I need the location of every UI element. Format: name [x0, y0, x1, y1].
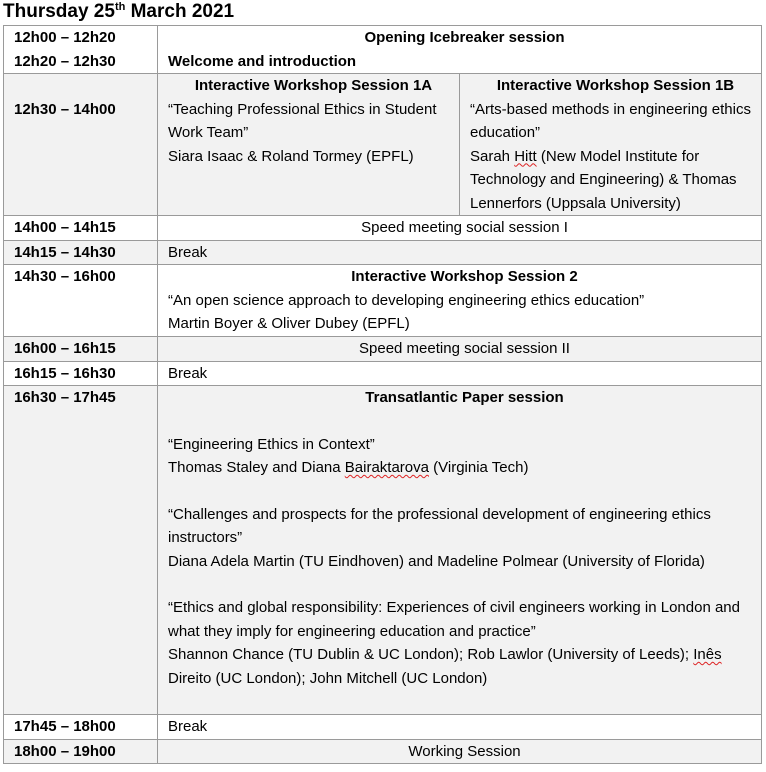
table-row: [4, 265, 762, 337]
presenters: Thomas Staley and Diana Bairaktarova (Virginia Tech): [168, 459, 529, 476]
time-cell: 14h30 – 16h00: [4, 265, 158, 337]
event-cell: Break: [158, 240, 762, 265]
presenters: Sarah Hitt (New Model Institute for Technology and Engineering) & Thomas Lennerfors (Uppsala University): [470, 147, 737, 212]
event-cell: Break: [158, 715, 762, 740]
time-cell: 16h30 – 17h45: [4, 386, 158, 715]
table-row: [4, 26, 762, 74]
time-cell: 14h15 – 14h30: [4, 240, 158, 265]
table-row: [4, 739, 762, 764]
presenters: Martin Boyer & Oliver Dubey (EPFL): [168, 315, 410, 332]
talk-title: “Teaching Professional Ethics in Student Work Team”: [168, 100, 437, 141]
table-row: [4, 216, 762, 241]
event-cell: Speed meeting social session II: [158, 337, 762, 362]
schedule-table: [3, 25, 762, 764]
event-cell: Speed meeting social session I: [158, 216, 762, 241]
event-cell: Working Session: [158, 739, 762, 764]
event-cell: [158, 265, 762, 337]
presenters: Siara Isaac & Roland Tormey (EPFL): [168, 147, 414, 165]
session-heading: Interactive Workshop Session 1A: [194, 77, 433, 94]
talk-title: “An open science approach to developing engineering ethics education”: [168, 291, 645, 309]
event-title: Opening Icebreaker session: [364, 29, 565, 46]
presenters: Diana Adela Martin (TU Eindhoven) and Madeline Polmear (University of Florida): [168, 552, 705, 570]
time-cell: 17h45 – 18h00: [4, 715, 158, 740]
time-cell: 12h00 – 12h20 12h20 – 12h30: [4, 26, 158, 74]
talk-title: “Challenges and prospects for the professional development of engineering ethics instructors”: [168, 505, 711, 546]
time-cell: 18h00 – 19h00: [4, 739, 158, 764]
page-title: Thursday 25th March 2021: [3, 1, 235, 22]
session-1a-cell: [158, 74, 460, 216]
time-cell: 12h30 – 14h00: [4, 74, 158, 216]
time-cell: 16h15 – 16h30: [4, 361, 158, 386]
session-heading: Transatlantic Paper session: [365, 389, 564, 406]
time-cell: 16h00 – 16h15: [4, 337, 158, 362]
session-1b-cell: [460, 74, 762, 216]
table-row: [4, 386, 762, 715]
event-title: Welcome and introduction: [168, 52, 357, 70]
table-row: [4, 715, 762, 740]
event-cell: [158, 26, 762, 74]
talk-title: “Arts-based methods in engineering ethics education”: [470, 100, 751, 141]
time-cell: 14h00 – 14h15: [4, 216, 158, 241]
talk-title: “Ethics and global responsibility: Experiences of civil engineers working in London and what they imply for engineering education and practice”: [168, 599, 740, 640]
table-row: [4, 240, 762, 265]
table-row: [4, 337, 762, 362]
presenters: Shannon Chance (TU Dublin & UC London); Rob Lawlor (University of Leeds); Inês Direito (UC London); John Mitchell (UC London): [168, 646, 722, 687]
table-row: [4, 74, 762, 216]
session-heading: Interactive Workshop Session 1B: [496, 77, 735, 94]
event-cell: [158, 386, 762, 715]
event-cell: Break: [158, 361, 762, 386]
table-row: [4, 361, 762, 386]
talk-title: “Engineering Ethics in Context”: [168, 435, 375, 453]
session-heading: Interactive Workshop Session 2: [351, 268, 578, 285]
